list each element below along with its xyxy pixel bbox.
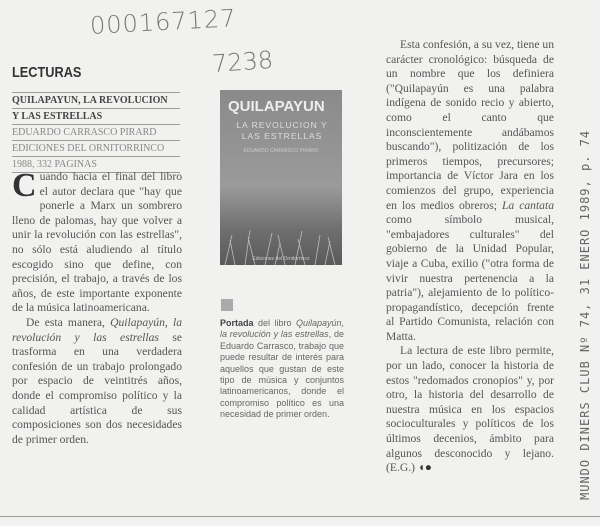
handwritten-margin-note: MUNDO DINERS CLUB Nº 74, 31 ENERO 1989, p. 74 [578,129,592,500]
paragraph [386,38,554,344]
book-details [12,92,180,173]
book-author: EDUARDO CARRASCO PIRARD [12,124,180,140]
article-left-column [12,167,182,447]
drop-cap: C [12,167,37,204]
paragraph-text: como símbolo musical, "embajadores culturales" del gobierno de la Unidad Popular, viaje a Cuba, exilio ("otra forma de vivir nuestra pertenencia a la patria"), alejamiento de lo político-propagandístico, decepción frente al Partido Comunista, relación con Matta. [386,213,554,343]
book-title-line2: Y LAS ESTRELLAS [12,108,180,124]
cover-subtitle: LA REVOLUCION Y LAS ESTRELLAS [236,120,328,141]
paragraph-text: uando hacia el final del libro el autor declara que "hay que ponerle a Marx un sombrero lleno de palomas, hay que volver a unir la revolución con las estrellas", no sólo está aludiendo al título escogido sino que define, con precisión, el trabajo, a través de los años, de este importante exponente de la música latinoamericana. [12,170,182,315]
image-caption [220,318,344,421]
paragraph-text: Esta confesión, a su vez, tiene un carácter cronológico: búsqueda de un nombre que los definiera ("Quilapayún es una palabra indígena de sonido recio y abierto, como el canto que inconscientemente andábamos buscando"), politización de los primeros tiempos, precursores; importancia de Víctor Jara en los comienzos del grupo, experiencia en los medios obreros; [386,38,554,212]
caption-italic: Quilapayún, la revolución y las estrellas [220,318,344,340]
cover-author: EDUARDO CARRASCO PIRARD [243,148,319,154]
handwritten-reference-number: 7238 [211,45,274,79]
book-cover-image [220,90,342,265]
book-publisher: EDICIONES DEL ORNITORRINCO [12,140,180,156]
article-right-column [386,38,554,476]
paragraph-text: se trasforma en una verdadera confesión de un trabajo prolongado por espacio de veintitrés años, donde el compromiso político y la calidad artística de sus composiciones son dos necesidades de primer orden. [12,330,182,446]
paragraph-text: De esta manera, [26,315,111,329]
book-pages: 1988, 332 PAGINAS [12,156,180,173]
caption-text: , de Eduardo Carrasco, trabajo que puede resultar de interés para aquellos que gustan de este tipo de música y conjuntos latinoamericanos, donde el compromiso político es una necesidad de primer orden. [220,329,344,420]
paragraph [386,344,554,475]
book-title-line1: QUILAPAYUN, LA REVOLUCION [12,92,180,108]
italic-text: La cantata [501,198,554,212]
section-heading: LECTURAS [12,64,82,81]
end-mark-icon: ◖● [417,461,432,475]
paragraph [12,167,182,316]
paragraph [12,316,182,447]
handwritten-catalog-number: 000167127 [89,4,238,40]
book-title-italic: Quilapayún, la revolución y las estrellas [12,315,182,344]
clipping-edge [0,516,600,517]
cover-title: QUILAPAYUN [228,98,325,115]
caption-lead: Portada [220,318,254,328]
caption-text: del libro [253,318,296,328]
cover-publisher: Ediciones del Ornitorrinco [252,256,310,262]
caption-marker [221,299,233,311]
paragraph-text: La lectura de este libro permite, por un lado, conocer la historia de estos "redomados cronopios" y, por otro, la historia del desarrollo de nuestra música en los espacios socioculturales y políticos de los últimos decenios, ámbito para algunos desconocido y lejano. (E.G.) [386,344,554,475]
